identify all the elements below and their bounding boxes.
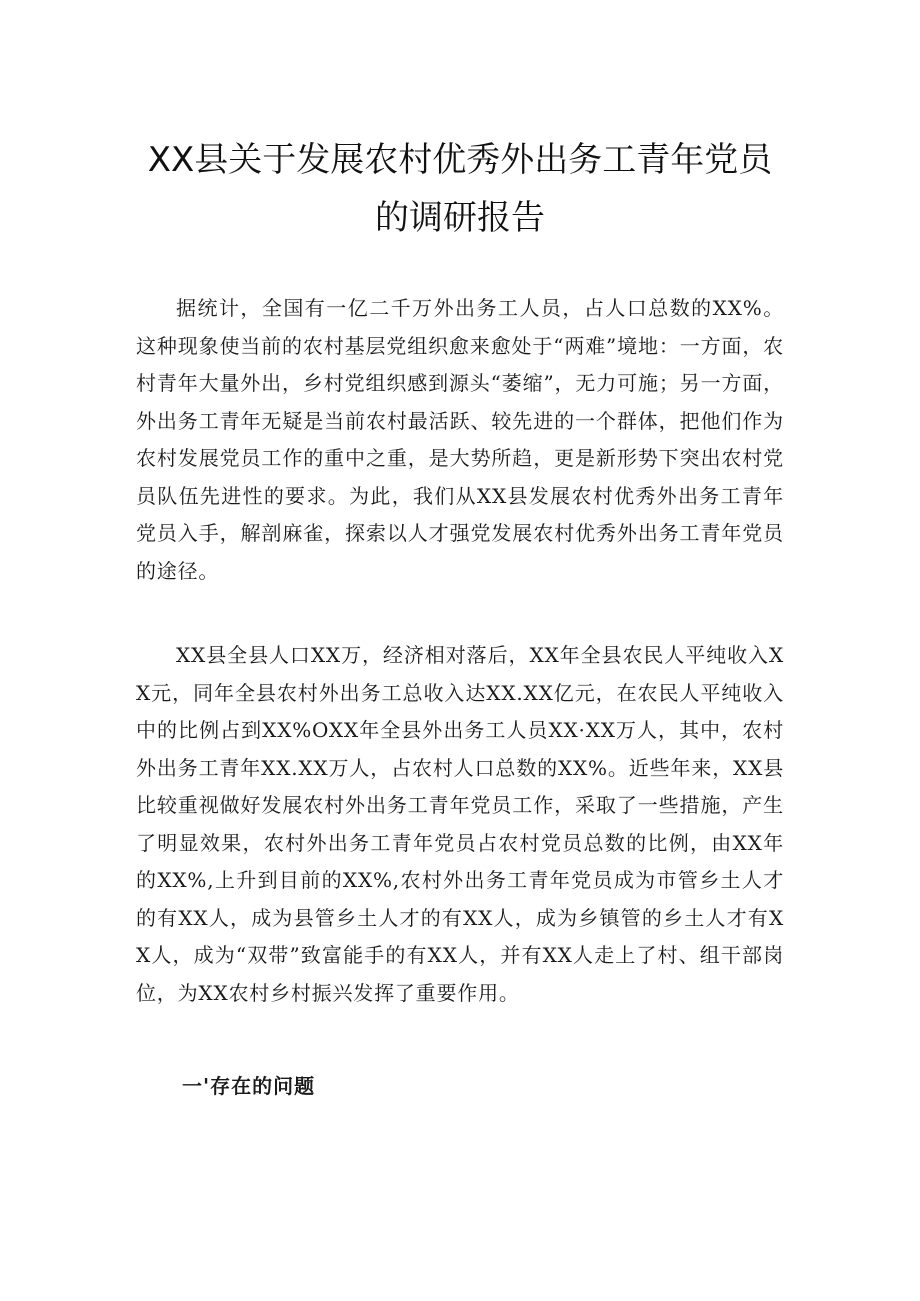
section-heading-problems: 一'存在的问题 (182, 1074, 316, 1098)
paragraph-intro: 据统计，全国有一亿二千万外出务工人员，占人口总数的XX%。这种现象使当前的农村基层党组织愈来愈处于“两难”境地：一方面，农村青年大量外出，乡村党组织感到源头“萎缩”，无力可施；另一方面，外出务工青年无疑是当前农村最活跃、较先进的一个群体，把他们作为农村发展党员工作的重中之重，是大势所趋，更是新形势下突出农村党员队伍先进性的要求。为此，我们从XX县发展农村优秀外出务工青年党员入手，解剖麻雀，探索以人才强党发展农村优秀外出务工青年党员的途径。 (136, 296, 784, 583)
document-title-line-2: 的调研报告 (375, 198, 545, 238)
paragraph-county-overview: XX县全县人口XX万，经济相对落后，XX年全县农民人平纯收入XX元，同年全县农村外出务工总收入达XX.XX亿元，在农民人平纯收入中的比例占到XX%OXX年全县外出务工人员XX·XX万人，其中，农村外出务工青年XX.XX万人，占农村人口总数的XX%。近些年来，XX县比较重视做好发展农村外出务工青年党员工作，采取了一些措施，产生了明显效果，农村外出务工青年党员占农村党员总数的比例，由XX年的XX%,上升到目前的XX%,农村外出务工青年党员成为市管乡土人才的有XX人，成为县管乡土人才的有XX人，成为乡镇管的乡土人才有XX人，成为“双带”致富能手的有XX人，并有XX人走上了村、组干部岗位，为XX农村乡村振兴发挥了重要作用。 (136, 643, 784, 1005)
document-title-line-1: XX县关于发展农村优秀外出务工青年党员 (147, 140, 773, 180)
